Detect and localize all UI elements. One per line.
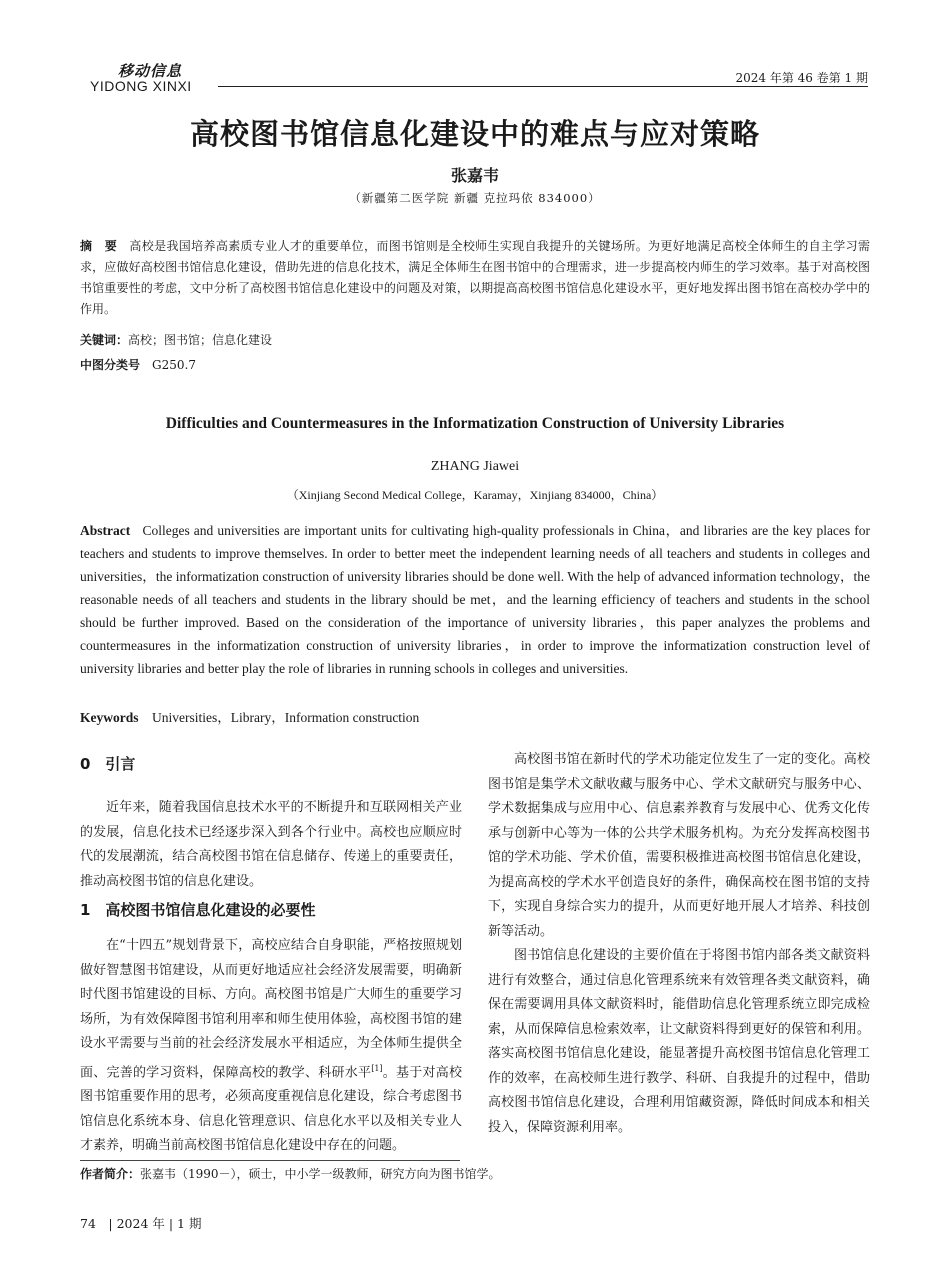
abstract-en [80,519,870,680]
necessity-p1b: 。基于对高校图书馆重要作用的思考，必须高度重视信息化建设，综合考虑图书馆信息化系统本身、信息化管理意识、信息化水平以及相关专业人才素养，明确当前高校图书馆信息化建设中存在的问题。 [80,1064,462,1154]
section-heading-intro: 0 引言 [80,755,136,773]
footnote-label: 作者简介： [80,1167,141,1181]
author-footnote [80,1165,501,1182]
affiliation-cn: （新疆第二医学院 新疆 克拉玛依 834000） [349,191,601,205]
footnote-text: 张嘉韦（1990－），硕士，中小学一级教师，研究方向为图书馆学。 [140,1167,501,1181]
keywords-en [80,706,419,726]
clc-text: G250.7 [152,358,196,372]
abstract-en-text: Colleges and universities are important units for cultivating high-quality professionals in China，and libraries are the key places for teachers and students to improve themselves. In order to better meet the independent learning needs of all teachers and students in colleges and universities，the informatization construction of university libraries should be done well. With the help of advanced information technology，the reasonable needs of all teachers and students in the library should be met，and the learning efficiency of teachers and students in the school should be further improved. Based on the consideration of the importance of university libraries，this paper analyzes the problems and countermeasures in the informatization construction of university libraries，in order to improve the informatization construction level of university libraries and better play the role of libraries in running schools in colleges and universities. [80,523,870,676]
right-column [488,748,870,1140]
keywords-en-label: Keywords [80,710,139,725]
necessity-paragraph-2: 高校图书馆在新时代的学术功能定位发生了一定的变化。高校图书馆是集学术文献收藏与服务中心、学术文献研究与服务中心、学术数据集成与应用中心、信息素养教育与发展中心、优秀文化传承与创新中心等为一体的公共学术服务机构。为充分发挥高校图书馆的学术功能、学术价值，需要积极推进高校图书馆信息化建设，为提高高校的学术水平创造良好的条件，确保高校在图书馆的支持下，实现自身综合实力的提升，从而更好地开展人才培养、科技创新等活动。 [488,752,870,939]
abstract-en-label: Abstract [80,523,131,538]
necessity-paragraph-3: 图书馆信息化建设的主要价值在于将图书馆内部各类文献资料进行有效整合，通过信息化管理系统来有效管理各类文献资料，确保在需要调用具体文献资料时，能借助信息化管理系统立即完成检索，从而保障信息检索效率，让文献资料得到更好的保管和利用。落实高校图书馆信息化建设，能显著提升高校图书馆信息化管理工作的效率，在高校师生进行教学、科研、自我提升的过程中，借助高校图书馆信息化建设，合理利用馆藏资源，降低时间成本和相关投入，保障资源利用率。 [488,948,870,1135]
left-column [80,796,462,894]
intro-paragraph: 近年来，随着我国信息技术水平的不断提升和互联网相关产业的发展，信息化技术已经逐步深入到各个行业中。高校也应顺应时代的发展潮流，结合高校图书馆在信息储存、传递上的重要责任，推动高校图书馆的信息化建设。 [80,800,462,889]
journal-name-en: YIDONG XINXI [90,78,192,94]
necessity-paragraph-1 [80,934,462,1159]
paper-title-cn: 高校图书馆信息化建设中的难点与应对策略 [189,117,760,151]
page-footer: 74 | 2024 年 | 1 期 [80,1216,202,1231]
author-en: ZHANG Jiawei [430,459,520,474]
clc-number [80,355,870,376]
necessity-p1a: 在“十四五”规划背景下，高校应结合自身职能，严格按照规划做好智慧图书馆建设，从而更好地适应社会经济发展需要，明确新时代图书馆建设的目标、方向。高校图书馆是广大师生的重要学习场所，为有效保障图书馆利用率和师生使用体验，高校图书馆的建设水平需要与当前的社会经济发展水平相适应，为全体师生提供全面、完善的学习资料，保障高校的教学、科研水平 [80,938,462,1080]
keywords-en-text: Universities，Library，Information construction [152,710,420,725]
header-rule [218,86,868,87]
keywords-cn-label: 关键词： [80,333,129,347]
issue-info: 2024 年第 46 卷第 1 期 [735,71,868,85]
author-cn: 张嘉韦 [450,166,499,185]
abstract-cn-text: 高校是我国培养高素质专业人才的重要单位，而图书馆则是全校师生实现自我提升的关键场所。为更好地满足高校全体师生的自主学习需求，应做好高校图书馆信息化建设，借助先进的信息化技术，满足全体师生在图书馆中的合理需求，进一步提高校内师生的学习效率。基于对高校图书馆重要性的考虑，文中分析了高校图书馆信息化建设中的问题及对策，以期提高高校图书馆信息化建设水平，更好地发挥出图书馆在高校办学中的作用。 [80,239,870,316]
left-column-2 [80,934,462,1159]
keywords-cn [80,330,870,351]
section-heading-necessity: 1 高校图书馆信息化建设的必要性 [80,901,316,919]
citation-ref-1[interactable]: [1] [371,1063,383,1073]
keywords-cn-text: 高校；图书馆；信息化建设 [128,333,273,347]
affiliation-en: （Xinjiang Second Medical College，Karamay，Xinjiang 834000，China） [286,488,664,502]
abstract-cn-label: 摘 要 [80,239,118,253]
abstract-cn [80,236,870,320]
journal-name-cn: 移动信息 [118,62,183,80]
clc-label: 中图分类号 [80,358,141,372]
paper-title-en: Difficulties and Countermeasures in the Informatization Construction of University Libraries [165,415,785,432]
footnote-rule [80,1160,460,1161]
